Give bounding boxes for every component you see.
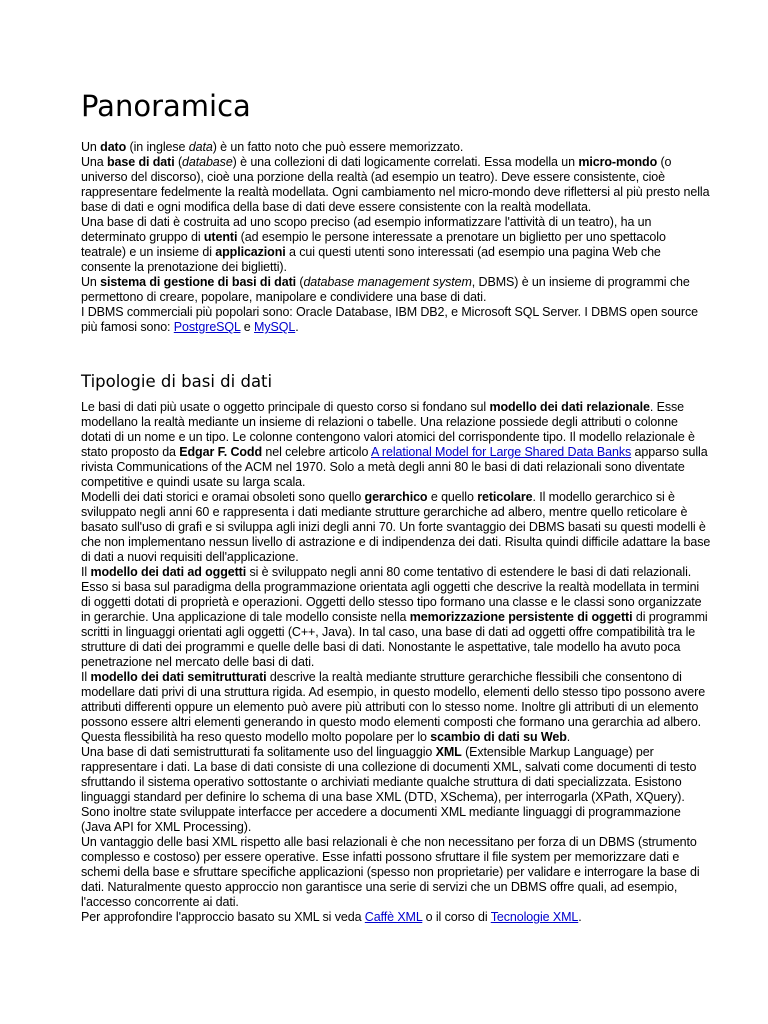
italic-term: data	[188, 140, 213, 154]
text-run: (o universo del discorso), cioè una porzione della realtà (ad esempio un teatro). Deve essere consistente, cioè rappresentare fedelmente la realtà modellata. Ogni cambiamento nel micro-mondo deve riflettersi al più presto nella base di dati e ogni modifica della base di dati deve essere consistente con la realtà modellata.	[81, 155, 710, 214]
bold-term: base di dati	[107, 155, 175, 169]
italic-term: database	[182, 155, 233, 169]
link[interactable]: Tecnologie XML	[490, 910, 579, 924]
paragraph	[81, 155, 711, 215]
bold-term: memorizzazione persistente di oggetti	[409, 610, 633, 624]
text-run: .	[295, 320, 299, 334]
bold-term: modello dei dati relazionale	[489, 400, 650, 414]
bold-term: Edgar F. Codd	[179, 445, 263, 459]
link[interactable]: PostgreSQL	[173, 320, 241, 334]
paragraph	[81, 140, 711, 155]
text-run: apparso sulla rivista Communications of the ACM nel 1970. Solo a metà degli anni 80 le basi di dati relazionali sono diventate competitive e quindi usate su larga scala.	[81, 445, 708, 489]
text-run: nel celebre articolo	[262, 445, 371, 459]
bold-term: utenti	[203, 230, 238, 244]
text-run: Una	[81, 155, 108, 169]
paragraph	[81, 835, 711, 910]
text-run: Un vantaggio delle basi XML rispetto alle basi relazionali è che non necessitano per forza di un DBMS (strumento complesso e costoso) per essere operative. Esse infatti possono sfruttare il file system per memorizzare dati e schemi della base e sfruttare specifiche applicazioni (spesso non proprietarie) per validare e interrogare la base di dati. Naturalmente questo approccio non garantisce una serie di servizi che un DBMS offre quali, ad esempio, l'accesso concorrente ai dati.	[81, 835, 700, 909]
bold-term: modello dei dati semitrutturati	[90, 670, 267, 684]
link[interactable]: MySQL	[254, 320, 296, 334]
text-run: . Il modello gerarchico si è sviluppato negli anni 60 e rappresenta i dati mediante strutture gerarchiche ad albero, mentre quello reticolare è basato sull'uso di grafi e si sviluppa agli inizi degli anni 70. Un forte svantaggio dei DBMS basati su questi modelli è che non implementano nessun livello di astrazione e di indipendenza dei dati. Risulta quindi difficile adattare la base di dati a nuovi requisiti dell'applicazione.	[81, 490, 711, 564]
paragraph	[81, 670, 711, 745]
paragraph	[81, 305, 711, 335]
text-run: (ad esempio le persone interessate a prenotare un biglietto per uno spettacolo teatrale) e un insieme di	[81, 230, 666, 259]
text-run: .	[566, 730, 571, 744]
bold-term: modello dei dati ad oggetti	[90, 565, 247, 579]
section-heading-tipologie: Tipologie di basi di dati	[81, 372, 273, 391]
bold-term: gerarchico	[364, 490, 428, 504]
text-run: . Esse modellano la realtà mediante un insieme di relazioni o tabelle. Una relazione possiede degli attributi o colonne dotati di un nome e un tipo. Le colonne contengono valori atomici del corrispondente tipo. Il modello relazionale è stato proposto da	[81, 400, 695, 459]
text-run: e	[240, 320, 255, 334]
text-run: Le basi di dati più usate o oggetto principale di questo corso si fondano sul	[81, 400, 490, 414]
text-run: a cui questi utenti sono interessati (ad esempio una pagina Web che consente la prenotazione dei biglietti).	[81, 245, 661, 274]
text-run: Una base di dati semistrutturati fa solitamente uso del linguaggio	[81, 745, 436, 759]
text-run: Per approfondire l'approccio basato su XML si veda	[81, 910, 365, 924]
text-run: ) è una collezioni di dati logicamente correlati. Essa modella un	[232, 155, 579, 169]
text-run: Una base di dati è costruita ad uno scopo preciso (ad esempio informatizzare l'attività di un teatro), ha un determinato gruppo di	[81, 215, 652, 244]
text-run: Il	[81, 670, 91, 684]
text-run: (Extensible Markup Language) per rappresentare i dati. La base di dati consiste di una collezione di documenti XML, salvati come documenti di testo sfruttando il sistema operativo sottostante o archiviati mediante qualche struttura di dati specializzata. Esistono linguaggi standard per definire lo schema di una base XML (DTD, XSchema), per interrogarla (XPath, XQuery). Sono inoltre state sviluppate interfacce per accedere a documenti XML mediante linguaggi di programmazione (Java API for XML Processing).	[81, 745, 697, 834]
text-run: descrive la realtà mediante strutture gerarchiche flessibili che consentono di modellare dati privi di una struttura rigida. Ad esempio, in questo modello, elementi dello stesso tipo possono avere attributi differenti oppure un elemento può avere più attributi con lo stesso nome. Inoltre gli attributi di un elemento possono essere altri elementi generando in questo modo elementi composti che formano una gerarchia ad albero. Questa flessibilità ha reso questo modello molto popolare per lo	[81, 670, 706, 744]
text-run: .	[578, 910, 582, 924]
text-run: I DBMS commerciali più popolari sono: Oracle Database, IBM DB2, e Microsoft SQL Server. I DBMS open source più famosi sono:	[81, 305, 698, 334]
paragraph	[81, 490, 711, 565]
bold-term: applicazioni	[215, 245, 286, 259]
bold-term: scambio di dati su Web	[430, 730, 567, 744]
text-run: Il	[81, 565, 91, 579]
italic-term: database management system	[303, 275, 472, 289]
paragraph	[81, 215, 711, 275]
section-overview	[81, 140, 711, 335]
text-run: di programmi scritti in linguaggi orientati agli oggetti (C++, Java). In tal caso, una base di dati ad oggetti offre compatibilità tra le strutture di dati dei programmi e quelle delle basi di dati. Nonostante le aspettative, tale modello ha avuto poca penetrazione nel mercato delle basi di dati.	[81, 610, 708, 669]
link[interactable]: A relational Model for Large Shared Data Banks	[371, 445, 632, 459]
paragraph	[81, 275, 711, 305]
bold-term: dato	[100, 140, 127, 154]
paragraph	[81, 400, 711, 490]
text-run: (	[296, 275, 304, 289]
paragraph	[81, 910, 711, 925]
text-run: si è sviluppato negli anni 80 come tentativo di estendere le basi di dati relazionali. Esso si basa sul paradigma della programmazione orientata agli oggetti che descrive la realtà modellata in termini di oggetti dotati di proprietà e operazioni. Oggetti dello stesso tipo formano una classe e le classi sono organizzate in gerarchie. Una applicazione di tale modello consiste nella	[81, 565, 702, 624]
text-run: , DBMS) è un insieme di programmi che permettono di creare, popolare, manipolare e condividere una base di dati.	[81, 275, 690, 304]
bold-term: XML	[435, 745, 462, 759]
bold-term: micro-mondo	[578, 155, 658, 169]
text-run: (in inglese	[126, 140, 189, 154]
text-run: Un	[81, 140, 101, 154]
paragraph	[81, 745, 711, 835]
text-run: o il corso di	[422, 910, 491, 924]
link[interactable]: Caffè XML	[364, 910, 423, 924]
text-run: (	[174, 155, 183, 169]
bold-term: sistema di gestione di basi di dati	[100, 275, 297, 289]
paragraph	[81, 565, 711, 670]
text-run: e quello	[427, 490, 478, 504]
page-title: Panoramica	[81, 89, 251, 123]
text-run: ) è un fatto noto che può essere memorizzato.	[212, 140, 464, 154]
bold-term: reticolare	[477, 490, 533, 504]
section-tipologie	[81, 400, 711, 925]
text-run: Un	[81, 275, 101, 289]
document-page	[81, 86, 711, 925]
text-run: Modelli dei dati storici e oramai obsoleti sono quello	[81, 490, 365, 504]
